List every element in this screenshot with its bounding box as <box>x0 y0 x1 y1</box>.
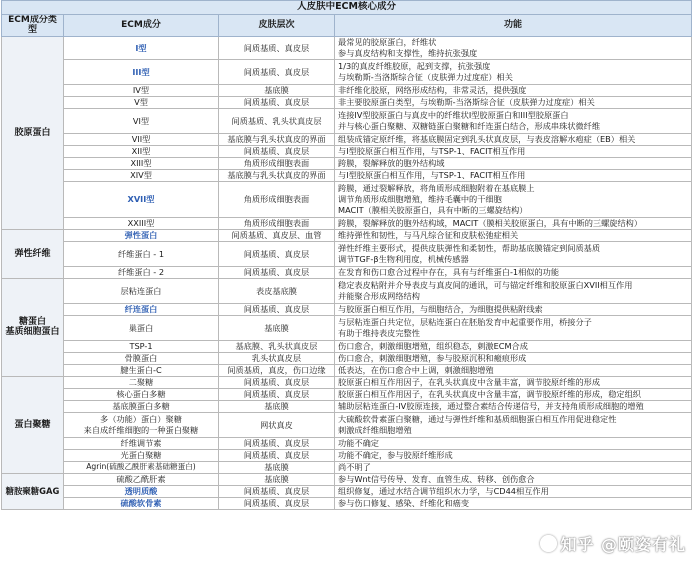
function-text: 参与Wnt信号传导、发育、血管生成、转移、创伤愈合 <box>335 473 692 485</box>
skin-layer: 角质形成细胞表面 <box>219 181 335 217</box>
table-row <box>2 229 692 241</box>
table-row <box>2 388 692 400</box>
ecm-table <box>1 0 692 510</box>
function-text: 与I型胶原蛋白相互作用，与TSP-1、FACIT相互作用 <box>335 169 692 181</box>
function-text: 与I型胶原蛋白相互作用，与TSP-1、FACIT相互作用 <box>335 145 692 157</box>
ecm-name: 纤维蛋白 - 2 <box>64 266 219 278</box>
function-text: 1/3的真皮纤维胶原，起到支撑，抗张强度 与埃勒斯-当洛斯综合征（皮肤弹力过度症）相关 <box>335 59 692 84</box>
ecm-name: 多（功能）蛋白）聚糖 来自成纤维细胞的一种蛋白聚糖 <box>64 412 219 437</box>
table-row <box>2 437 692 449</box>
function-text: 尚不明了 <box>335 461 692 473</box>
table-row <box>2 376 692 388</box>
zhihu-watermark <box>540 532 686 555</box>
table-row <box>2 96 692 108</box>
table-row <box>2 181 692 217</box>
function-text: 维持弹性和韧性，与马凡综合征和皮肤松弛症相关 <box>335 229 692 241</box>
skin-layer: 间质基质、真皮层 <box>219 145 335 157</box>
function-text: 辅助层粘连蛋白-IV胶原连接，通过整合素结合传递信号，并支持角质形成细胞的增殖 <box>335 400 692 412</box>
function-text: 组装成锚定原纤维，将基底膜固定到乳头状真皮层，与表皮溶解水疱症（EB）相关 <box>335 133 692 145</box>
skin-layer: 间质基质、真皮层 <box>219 36 335 59</box>
skin-layer: 间质基质、真皮层 <box>219 449 335 461</box>
function-text: 功能不确定，参与胶原纤维形成 <box>335 449 692 461</box>
skin-layer: 间质基质、真皮层 <box>219 266 335 278</box>
function-text: 低表达，在伤口愈合中上调，刺激细胞增殖 <box>335 364 692 376</box>
table-row <box>2 157 692 169</box>
table-row <box>2 133 692 145</box>
ecm-name: 基底膜蛋白多糖 <box>64 400 219 412</box>
function-text: 跨膜，裂解释放的胞外结构域，MACIT（膜相关胶原蛋白，具有中断的三螺旋结构） <box>335 217 692 229</box>
ecm-name: 硫酸乙酰肝素 <box>64 473 219 485</box>
category-proteoglycan: 蛋白聚糖 <box>2 376 64 473</box>
ecm-name: XIII型 <box>64 157 219 169</box>
table-row <box>2 352 692 364</box>
skin-layer: 基底膜 <box>219 84 335 96</box>
category-elastic: 弹性纤维 <box>2 229 64 278</box>
function-text: 在发育和伤口愈合过程中存在，具有与纤维蛋白-1相似的功能 <box>335 266 692 278</box>
function-text: 与胶原蛋白相互作用，与细胞结合，为细胞提供粘附线索 <box>335 303 692 315</box>
ecm-name: Agrin(硫酸乙酰肝素基础糖蛋白) <box>64 461 219 473</box>
table-title: 人皮肤中ECM核心成分 <box>2 1 692 15</box>
function-text: 与层粘连蛋白共定位，层粘连蛋白在胚胎发育中起重要作用，桥接分子 有助于维持表皮完整性 <box>335 315 692 340</box>
function-text: 稳定表皮粘附并介导表皮与真皮间的通讯，可与锚定纤维和胶原蛋白XVII相互作用 并能聚合形成网络结构 <box>335 278 692 303</box>
skin-layer: 基底膜与乳头状真皮的界面 <box>219 133 335 145</box>
ecm-name: 二聚糖 <box>64 376 219 388</box>
function-text: 参与伤口修复、感染、纤维化和癌变 <box>335 497 692 509</box>
function-text: 大硫酸软骨素蛋白聚糖，通过与弹性纤维和基质细胞蛋白相互作用促进稳定性 刺激成纤维细胞增殖 <box>335 412 692 437</box>
skin-layer: 间质基质、真皮层 <box>219 485 335 497</box>
function-text: 伤口愈合，刺激细胞增殖，参与胶原沉积和瘢痕形成 <box>335 352 692 364</box>
table-row <box>2 315 692 340</box>
table-row <box>2 473 692 485</box>
table-row <box>2 449 692 461</box>
skin-layer: 基底膜与乳头状真皮的界面 <box>219 169 335 181</box>
skin-layer: 角质形成细胞表面 <box>219 157 335 169</box>
category-collagen: 胶原蛋白 <box>2 36 64 229</box>
table-row <box>2 278 692 303</box>
category-gag: 糖胺聚糖GAG <box>2 473 64 509</box>
function-text: 功能不确定 <box>335 437 692 449</box>
function-text: 胶原蛋白相互作用因子，在乳头状真皮中含量丰富，调节胶原纤维的形成，稳定组织 <box>335 388 692 400</box>
table-row <box>2 461 692 473</box>
ecm-name: 纤连蛋白 <box>64 303 219 315</box>
ecm-name: 透明质酸 <box>64 485 219 497</box>
function-text: 连接IV型胶原蛋白与真皮中的纤维状I型胶原蛋白和III型胶原蛋白 并与核心蛋白聚糖、双糖链蛋白聚糖和纤连蛋白结合，形成串珠状微纤维 <box>335 108 692 133</box>
ecm-name: IV型 <box>64 84 219 96</box>
skin-layer: 基底膜 <box>219 400 335 412</box>
table-row <box>2 84 692 96</box>
table-row <box>2 108 692 133</box>
skin-layer: 表皮基底膜 <box>219 278 335 303</box>
ecm-name: XII型 <box>64 145 219 157</box>
ecm-name: 腱生蛋白-C <box>64 364 219 376</box>
column-header-function: 功能 <box>335 15 692 37</box>
table-row <box>2 59 692 84</box>
skin-layer: 基底膜 <box>219 473 335 485</box>
table-row <box>2 497 692 509</box>
ecm-name: 纤维蛋白 - 1 <box>64 241 219 266</box>
ecm-name: VI型 <box>64 108 219 133</box>
ecm-name: 硫酸软骨素 <box>64 497 219 509</box>
category-glycoprotein: 糖蛋白 基质细胞蛋白 <box>2 278 64 376</box>
ecm-name: 纤维调节素 <box>64 437 219 449</box>
ecm-name: I型 <box>64 36 219 59</box>
ecm-name: 核心蛋白多糖 <box>64 388 219 400</box>
skin-layer: 间质基质、真皮层 <box>219 96 335 108</box>
watermark-text: 知乎 @颐姿有礼 <box>560 535 686 554</box>
function-text: 非纤维化胶原，网络形成结构，非常灵活，提供强度 <box>335 84 692 96</box>
table-row <box>2 364 692 376</box>
column-header-type: ECM成分类型 <box>2 15 64 37</box>
function-text: 非主要胶原蛋白类型，与埃勒斯-当洛斯综合征（皮肤弹力过度症）相关 <box>335 96 692 108</box>
ecm-name: XIV型 <box>64 169 219 181</box>
ecm-name: 光蛋白聚糖 <box>64 449 219 461</box>
table-row <box>2 36 692 59</box>
skin-layer: 基底膜 <box>219 315 335 340</box>
function-text: 跨膜，裂解释放的胞外结构域 <box>335 157 692 169</box>
ecm-name: XVII型 <box>64 181 219 217</box>
table-row <box>2 145 692 157</box>
ecm-name: 巢蛋白 <box>64 315 219 340</box>
ecm-name: 弹性蛋白 <box>64 229 219 241</box>
skin-layer: 基底膜 <box>219 461 335 473</box>
camera-icon <box>540 535 557 552</box>
table-row <box>2 169 692 181</box>
skin-layer: 乳头状真皮层 <box>219 352 335 364</box>
function-text: 弹性纤维主要形式，提供皮肤弹性和柔韧性，帮助基底膜锚定到间质基质 调节TGF-β生物利用度，机械传感器 <box>335 241 692 266</box>
skin-layer: 间质基质，真皮，伤口边缘 <box>219 364 335 376</box>
table-row <box>2 340 692 352</box>
ecm-name: XXIII型 <box>64 217 219 229</box>
title-row <box>2 1 692 15</box>
skin-layer: 间质基质、真皮层 <box>219 303 335 315</box>
table-row <box>2 412 692 437</box>
skin-layer: 角质形成细胞表面 <box>219 217 335 229</box>
skin-layer: 间质基质、真皮层 <box>219 497 335 509</box>
skin-layer: 网状真皮 <box>219 412 335 437</box>
function-text: 组织修复，通过水结合调节组织水力学，与CD44相互作用 <box>335 485 692 497</box>
skin-layer: 间质基质、乳头状真皮层 <box>219 108 335 133</box>
skin-layer: 间质基质、真皮层 <box>219 376 335 388</box>
function-text: 胶原蛋白相互作用因子，在乳头状真皮中含量丰富，调节胶原纤维的形成 <box>335 376 692 388</box>
skin-layer: 间质基质、真皮层 <box>219 388 335 400</box>
function-text: 伤口愈合，刺激细胞增殖，组织稳态，刺激ECM合成 <box>335 340 692 352</box>
function-text: 最常见的胶原蛋白，纤维状 参与真皮结构和支撑性，维持抗张强度 <box>335 36 692 59</box>
skin-layer: 间质基质、真皮层、血管 <box>219 229 335 241</box>
skin-layer: 间质基质、真皮层 <box>219 241 335 266</box>
ecm-name: 层粘连蛋白 <box>64 278 219 303</box>
ecm-name: 骨膜蛋白 <box>64 352 219 364</box>
table-row <box>2 303 692 315</box>
ecm-name: TSP-1 <box>64 340 219 352</box>
table-row <box>2 266 692 278</box>
skin-layer: 基底膜、乳头状真皮层 <box>219 340 335 352</box>
ecm-name: V型 <box>64 96 219 108</box>
table-row <box>2 217 692 229</box>
column-header-layer: 皮肤层次 <box>219 15 335 37</box>
skin-layer: 间质基质、真皮层 <box>219 437 335 449</box>
skin-layer: 间质基质、真皮层 <box>219 59 335 84</box>
table-row <box>2 400 692 412</box>
table-row <box>2 485 692 497</box>
ecm-name: VII型 <box>64 133 219 145</box>
column-header-ecm: ECM成分 <box>64 15 219 37</box>
header-row <box>2 15 692 37</box>
table-row <box>2 241 692 266</box>
ecm-name: III型 <box>64 59 219 84</box>
function-text: 跨膜，通过裂解释放，将角质形成细胞附着在基底膜上 调节角质形成细胞增殖，维持毛囊中的干细胞 MACIT（膜相关胶原蛋白，具有中断的三螺旋结构） <box>335 181 692 217</box>
